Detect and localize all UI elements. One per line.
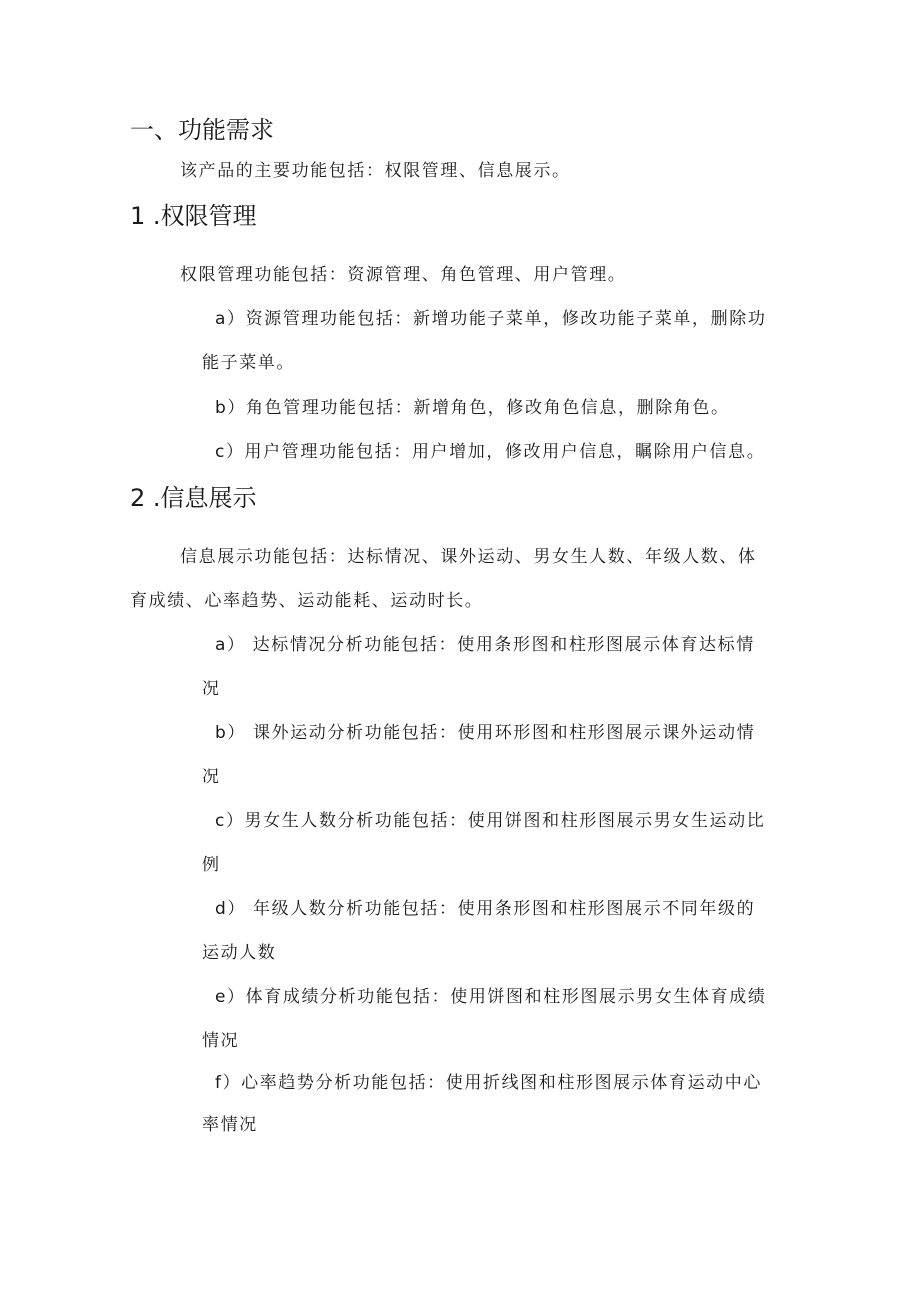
section2-item-c-line1: c）男女生人数分析功能包括：使用饼图和柱形图展示男女生运动比: [215, 811, 766, 831]
section2-intro-line2: 育成绩、心率趋势、运动能耗、运动时长。: [130, 591, 484, 611]
section1-item-c: c）用户管理功能包括：用户增加，修改用户信息，瞩除用户信息。: [215, 442, 766, 462]
section2-item-a-line2: 况: [202, 679, 221, 699]
section2-item-e-line1: e）体育成绩分析功能包括：使用饼图和柱形图展示男女生体育成绩: [215, 987, 767, 1007]
section2-item-c-line2: 例: [202, 855, 221, 875]
section1-item-a-line2: 能子菜单。: [202, 353, 295, 373]
document-title: 一、功能需求: [130, 116, 274, 144]
section1-item-a-line1: a）资源管理功能包括：新增功能子菜单，修改功能子菜单，删除功: [215, 309, 767, 329]
section2-item-f-line2: 率情况: [202, 1115, 258, 1135]
section2-item-b-line2: 况: [202, 767, 221, 787]
section2-heading: 2 .信息展示: [130, 484, 257, 512]
section2-intro-line1: 信息展示功能包括：达标情况、课外运动、男女生人数、年级人数、体: [180, 547, 757, 567]
section2-item-a-line1: a） 达标情况分析功能包括：使用条形图和柱形图展示体育达标情: [215, 635, 755, 655]
section1-item-b: b）角色管理功能包括：新增角色，修改角色信息，删除角色。: [215, 398, 730, 418]
section2-item-d-line2: 运动人数: [202, 943, 277, 963]
section2-item-b-line1: b） 课外运动分析功能包括：使用环形图和柱形图展示课外运动情: [215, 723, 756, 743]
document-intro: 该产品的主要功能包括：权限管理、信息展示。: [180, 161, 571, 181]
section2-item-f-line1: f）心率趋势分析功能包括：使用折线图和柱形图展示体育运动中心: [215, 1073, 762, 1093]
section1-intro: 权限管理功能包括：资源管理、角色管理、用户管理。: [180, 265, 627, 285]
section2-item-e-line2: 情况: [202, 1031, 240, 1051]
section2-item-d-line1: d） 年级人数分析功能包括：使用条形图和柱形图展示不同年级的: [215, 899, 756, 919]
section1-heading: 1 .权限管理: [130, 202, 257, 230]
